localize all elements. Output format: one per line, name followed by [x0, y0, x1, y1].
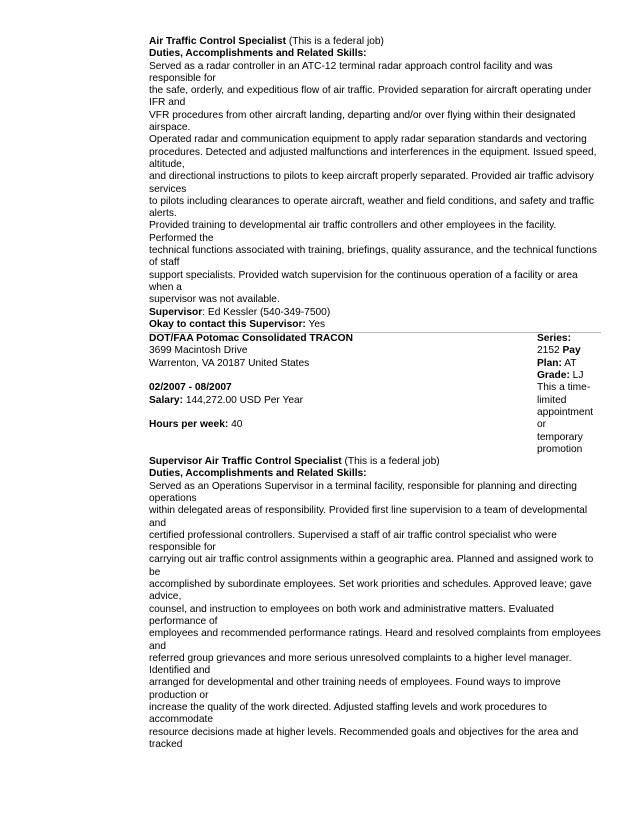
job2-duties — [149, 481, 601, 752]
hours-line — [149, 419, 537, 431]
job2-duty-line: employees and recommended performance ratings. Heard and resolved complaints from employees and — [149, 628, 601, 652]
job1-title: Air Traffic Control Specialist — [149, 36, 286, 47]
grade-label: Grade: — [537, 370, 570, 382]
job1-duty-line: Operated radar and communication equipment to apply radar separation standards and vectoring — [149, 134, 587, 146]
hours-value: 40 — [228, 419, 243, 431]
job1-duty-line: Provided training to developmental air traffic controllers and other employees in the facility. Performed the — [149, 220, 557, 244]
employer-left — [149, 333, 537, 456]
grade-line — [537, 370, 601, 382]
job1-title-line — [149, 36, 601, 48]
series-label: Series: — [537, 333, 571, 345]
job2-duty-line: within delegated areas of responsibility. Provided first line supervision to a team of developmental and — [149, 505, 588, 529]
series-line — [537, 345, 601, 357]
appointment-line: promotion — [537, 443, 583, 455]
supervisor-label: Supervisor — [149, 306, 203, 318]
appointment-line: This a time- — [537, 382, 591, 394]
job2-duties-heading: Duties, Accomplishments and Related Skills: — [149, 468, 367, 480]
job1-duty-line: and directional instructions to pilots to keep aircraft properly separated. Provided air traffic advisory services — [149, 171, 594, 195]
employer-right — [537, 333, 601, 456]
job2-duty-line: resource decisions made at higher levels. Recommended goals and objectives for the area and tracked — [149, 726, 579, 750]
plan-line — [537, 358, 601, 370]
job2-duty-line: arranged for developmental and other training needs of employees. Found ways to improve production or — [149, 677, 561, 701]
salary-value: 144,272.00 USD Per Year — [182, 394, 304, 406]
spacer — [149, 370, 537, 382]
job1-duties — [149, 61, 601, 307]
job2-title-line — [149, 456, 601, 468]
plan-value: AT — [561, 357, 577, 369]
series-value: 2152 — [537, 345, 560, 357]
job2-duty-line: referred group grievances and more serious unresolved complaints to a higher level manager. Identified and — [149, 652, 572, 677]
job2-duty-line: carrying out air traffic control assignments within a geographic area. Planned and assigned work to be — [149, 554, 594, 578]
resume-page — [149, 36, 601, 751]
employment-dates: 02/2007 - 08/2007 — [149, 382, 232, 394]
supervisor-value: : Ed Kessler (540-349-7500) — [202, 306, 331, 318]
employer-block — [149, 333, 601, 456]
job1-duty-line: support specialists. Provided watch supervision for the continuous operation of a facility or area when a — [149, 269, 578, 293]
job2-title-note: (This is a federal job) — [341, 456, 440, 468]
grade-value: LJ — [569, 370, 584, 382]
job2-duty-line: Served as an Operations Supervisor in a terminal facility, responsible for planning and directing operations — [149, 480, 577, 504]
job2-duty-line: increase the quality of the work directed. Adjusted staffing levels and work procedures to accommodate — [149, 702, 547, 726]
job1-duty-line: technical functions associated with training, briefings, quality assurance, and the technical functions of staff — [149, 245, 597, 269]
appointment-line: or — [537, 419, 547, 431]
spacer — [149, 407, 537, 419]
job2-duty-line: certified professional controllers. Supervised a staff of air traffic control specialist who were responsible for — [149, 529, 557, 554]
job1-duty-line: procedures. Detected and adjusted malfunctions and interferences in the equipment. Issued speed, altitude, — [149, 146, 597, 170]
job1-duty-line: the safe, orderly, and expeditious flow of air traffic. Provided separation for aircraft operating under IFR and — [149, 85, 592, 109]
employer-address1: 3699 Macintosh Drive — [149, 345, 248, 357]
contact-value: Yes — [305, 318, 326, 330]
job1-title-note: (This is a federal job) — [286, 36, 384, 47]
appointment-line: temporary — [537, 431, 583, 443]
salary-line — [149, 395, 537, 407]
job2-duty-line: counsel, and instruction to employees on both work and administrative matters. Evaluated performance of — [149, 603, 554, 627]
job1-supervisor — [149, 307, 601, 319]
job1-contact — [149, 319, 601, 331]
job2-title: Supervisor Air Traffic Control Specialist — [149, 456, 342, 468]
job1-duty-line: VFR procedures from other aircraft landing, departing and/or over flying within their designated airspace. — [149, 109, 576, 134]
job1-duty-line: supervisor was not available. — [149, 294, 280, 306]
appointment-line: limited — [537, 394, 567, 406]
appointment-line: appointment — [537, 406, 594, 418]
employer-name: DOT/FAA Potomac Consolidated TRACON — [149, 333, 353, 345]
salary-label: Salary: — [149, 394, 183, 406]
job1-duties-heading: Duties, Accomplishments and Related Skills: — [149, 48, 367, 60]
pay-label: Pay — [559, 345, 581, 357]
job2-duty-line: accomplished by subordinate employees. Set work priorities and schedules. Approved leave; gave advice, — [149, 579, 592, 603]
job1-duty-line: to pilots including clearances to operate aircraft, weather and field conditions, and safety and traffic alerts. — [149, 195, 594, 220]
hours-label: Hours per week: — [149, 419, 229, 431]
contact-label: Okay to contact this Supervisor: — [149, 318, 306, 330]
job1-duty-line: Served as a radar controller in an ATC-12 terminal radar approach control facility and was responsible for — [149, 60, 553, 84]
plan-label: Plan: — [537, 357, 562, 369]
employer-address2: Warrenton, VA 20187 United States — [149, 357, 310, 369]
